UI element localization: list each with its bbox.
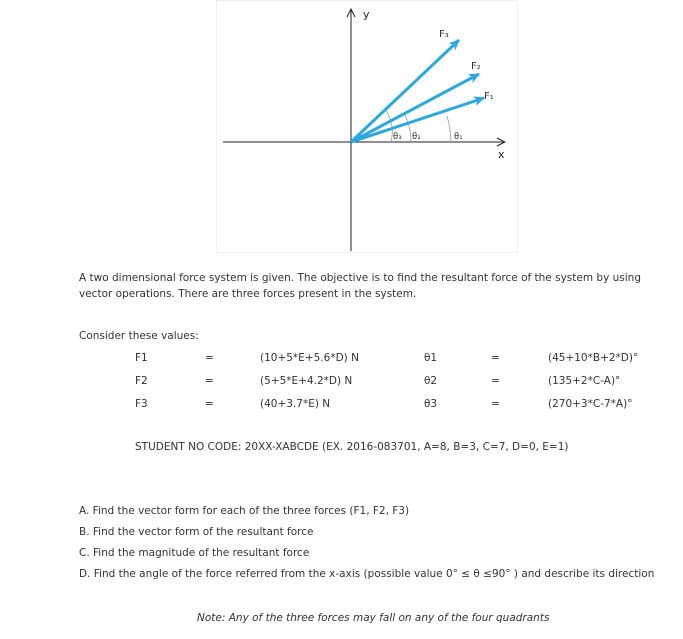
row2-force: F2 (135, 375, 148, 387)
row2-theta: θ2 (424, 375, 438, 387)
row3-angle-expr: (270+3*C-7*A)° (548, 398, 633, 410)
consider-label: Consider these values: (79, 330, 199, 342)
row3-equals: = (205, 398, 214, 410)
note-text: Note: Any of the three forces may fall on any of the four quadrants (197, 612, 550, 624)
theta2-label: θ₂ (412, 132, 421, 142)
theta3-label: θ₃ (393, 132, 402, 142)
student-code: STUDENT NO CODE: 20XX-XABCDE (EX. 2016-083701, A=8, B=3, C=7, D=0, E=1) (135, 441, 569, 453)
row1-equals: = (205, 352, 214, 364)
row1-force: F1 (135, 352, 148, 364)
row3-force: F3 (135, 398, 148, 410)
vector-f3-label: F₃ (439, 29, 449, 40)
row3-equals-2: = (491, 398, 500, 410)
row2-equals: = (205, 375, 214, 387)
row1-angle-expr: (45+10*B+2*D)° (548, 352, 639, 364)
row2-angle-expr: (135+2*C-A)° (548, 375, 621, 387)
question-d: D. Find the angle of the force referred from the x-axis (possible value 0° ≤ θ ≤90° ) and describe its direction (79, 568, 655, 580)
theta1-arc (447, 116, 451, 142)
theta2-arc (405, 115, 411, 142)
force-diagram (216, 0, 518, 253)
row1-force-expr: (10+5*E+5.6*D) N (260, 352, 359, 364)
force-diagram-svg (217, 1, 519, 254)
question-c: C. Find the magnitude of the resultant force (79, 547, 310, 559)
vector-f3 (351, 40, 459, 142)
row1-equals-2: = (491, 352, 500, 364)
y-axis-label: y (363, 8, 370, 21)
intro-paragraph: A two dimensional force system is given. The objective is to find the resultant force of the system by using vector operations. There are three forces present in the system. (79, 272, 641, 300)
row2-equals-2: = (491, 375, 500, 387)
question-a: A. Find the vector form for each of the three forces (F1, F2, F3) (79, 505, 410, 517)
vector-f1-label: F₁ (484, 91, 494, 102)
row3-theta: θ3 (424, 398, 438, 410)
x-axis-label: x (498, 148, 505, 161)
row3-force-expr: (40+3.7*E) N (260, 398, 331, 410)
row1-theta: θ1 (424, 352, 438, 364)
question-b: B. Find the vector form of the resultant force (79, 526, 314, 538)
theta1-label: θ₁ (454, 132, 463, 142)
row2-force-expr: (5+5*E+4.2*D) N (260, 375, 353, 387)
vector-f2-label: F₂ (471, 61, 481, 72)
theta3-arc (385, 109, 392, 142)
